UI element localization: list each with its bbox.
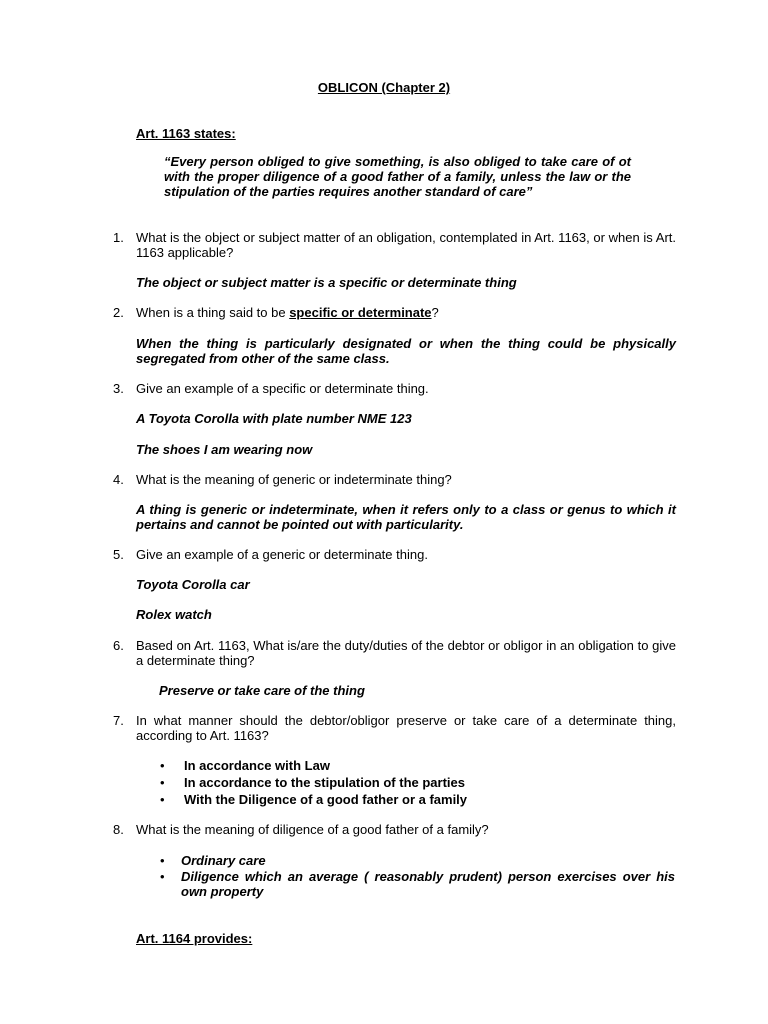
q1-text: What is the object or subject matter of an obligation, contemplated in Art. 1163, or when is Art. 1163 applicable? xyxy=(136,230,676,260)
q8-bullet-1: Ordinary care xyxy=(181,853,266,868)
q6-text: Based on Art. 1163, What is/are the duty/duties of the debtor or obligor in an obligation to give a determinate thing? xyxy=(136,638,676,668)
q2-number: 2. xyxy=(113,305,124,320)
art-1164-heading: Art. 1164 provides: xyxy=(136,931,253,946)
q7-bullet-3-marker: • xyxy=(160,792,165,807)
q7-number: 7. xyxy=(113,713,124,728)
q8-text: What is the meaning of diligence of a good father of a family? xyxy=(136,822,489,837)
q4-text: What is the meaning of generic or indeterminate thing? xyxy=(136,472,452,487)
q7-bullet-3: With the Diligence of a good father or a family xyxy=(184,792,468,807)
q5-answer-2: Rolex watch xyxy=(136,607,212,622)
art-1163-heading: Art. 1163 states: xyxy=(136,126,236,141)
q8-number: 8. xyxy=(113,822,124,837)
q3-text: Give an example of a specific or determinate thing. xyxy=(136,381,429,396)
q7-bullet-1-marker: • xyxy=(160,758,165,773)
document-title: OBLICON (Chapter 2) xyxy=(317,80,451,95)
q1-answer: The object or subject matter is a specific or determinate thing xyxy=(136,275,517,290)
q7-bullet-2: In accordance to the stipulation of the parties xyxy=(184,775,465,790)
q5-text: Give an example of a generic or determinate thing. xyxy=(136,547,428,562)
q2-text-before: When is a thing said to be xyxy=(136,305,290,320)
q2-text-emphasis: specific or determinate xyxy=(289,305,432,320)
q7-text: In what manner should the debtor/obligor preserve or take care of a determinate thing, according to Art. 1163? xyxy=(136,713,676,743)
q2-text xyxy=(136,305,676,320)
q8-bullet-2: Diligence which an average ( reasonably prudent) person exercises over his own property xyxy=(181,869,675,899)
q5-answer-1: Toyota Corolla car xyxy=(136,577,250,592)
q6-answer: Preserve or take care of the thing xyxy=(159,683,365,698)
q3-answer-2: The shoes I am wearing now xyxy=(136,442,313,457)
q2-answer: When the thing is particularly designated or when the thing could be physically segregated from other of the same class. xyxy=(136,336,676,366)
q8-bullet-2-marker: • xyxy=(160,869,165,884)
q3-number: 3. xyxy=(113,381,124,396)
q4-answer: A thing is generic or indeterminate, when it refers only to a class or genus to which it pertains and cannot be pointed out with particularity. xyxy=(136,502,676,532)
art-1163-quote: “Every person obliged to give something, is also obliged to take care of ot with the proper diligence of a good father of a family, unless the law or the stipulation of the parties requires another standard of care” xyxy=(164,154,631,199)
q8-bullet-1-marker: • xyxy=(160,853,165,868)
q1-number: 1. xyxy=(113,230,124,245)
q7-bullet-2-marker: • xyxy=(160,775,165,790)
q4-number: 4. xyxy=(113,472,124,487)
q7-bullet-1: In accordance with Law xyxy=(184,758,330,773)
q5-number: 5. xyxy=(113,547,124,562)
q6-number: 6. xyxy=(113,638,124,653)
q2-text-after: ? xyxy=(431,305,439,320)
q3-answer-1: A Toyota Corolla with plate number NME 123 xyxy=(136,411,412,426)
